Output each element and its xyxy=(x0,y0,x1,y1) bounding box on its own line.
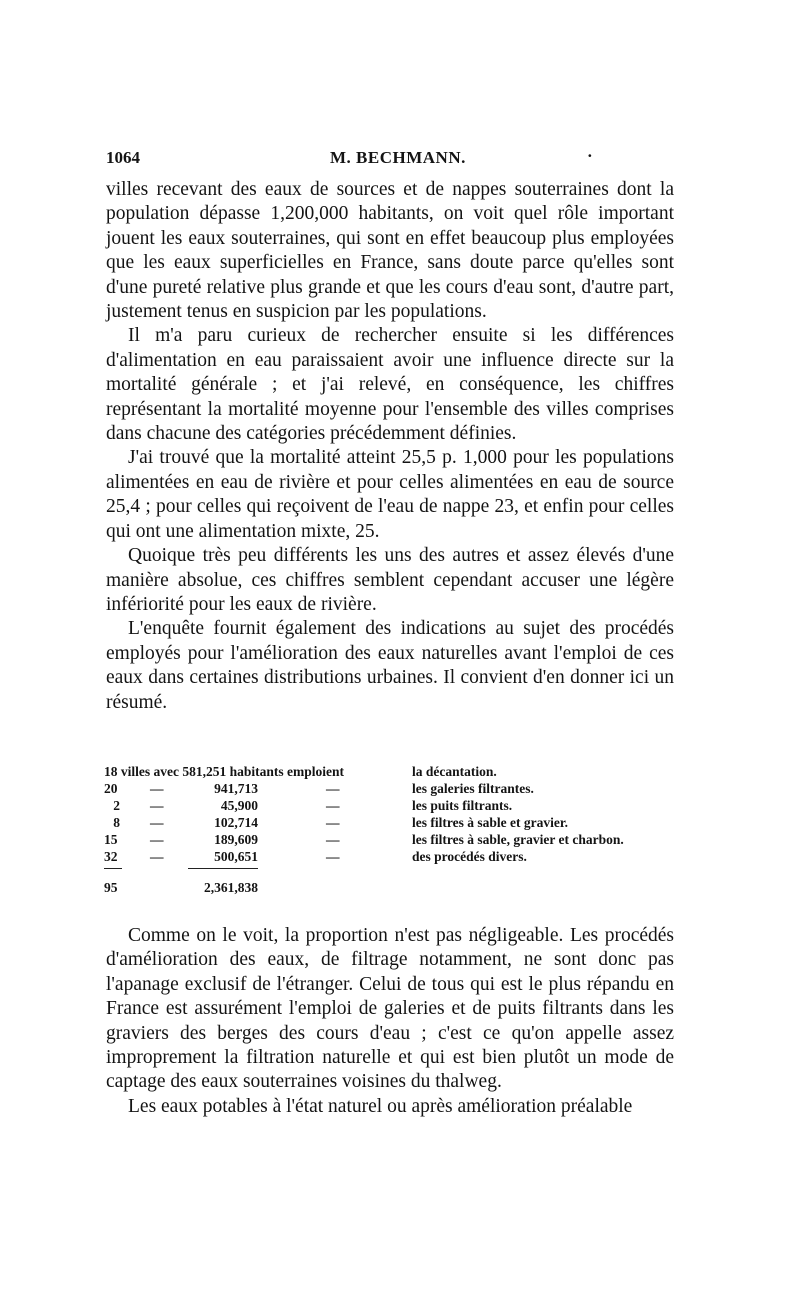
table-row xyxy=(104,849,684,866)
table-first-row-label: 18 villes avec 581,251 habitants emploient xyxy=(104,764,344,779)
running-head: M. BECHMANN. xyxy=(330,148,466,167)
table-habitants: 500,651 xyxy=(214,849,258,864)
table-villes: 8 xyxy=(113,815,120,830)
table-dash: — xyxy=(150,849,164,864)
table-procede: des procédés divers. xyxy=(412,849,527,864)
table-villes: 15 xyxy=(104,832,118,847)
table-villes: 2 xyxy=(113,798,120,813)
table-row xyxy=(104,764,684,781)
table-procede: les galeries filtrantes. xyxy=(412,781,534,796)
table-villes: 20 xyxy=(104,781,118,796)
table-dash: — xyxy=(150,832,164,847)
paragraph: J'ai trouvé que la mortalité atteint 25,5 p. 1,000 pour les populations alimentées en eau de rivière et pour celles alimentées en eau de source 25,4 ; pour celles qui reçoivent de l'eau de nappe 23, et enfin pour celles qui ont une alimentation mixte, 25. xyxy=(106,447,674,542)
table-row xyxy=(104,798,684,815)
paragraph: Comme on le voit, la proportion n'est pas négligeable. Les procédés d'amélioration des eaux, de filtrage notamment, ne sont donc pas l'apanage exclusif de l'étranger. Celui de tous qui est le plus répandu en France est assurément l'emploi de galeries et de puits filtrants dans les graviers des berges des cours d'eau ; c'est ce qu'on appelle assez improprement la filtration naturelle et qui est bien plutôt un mode de captage des eaux souterraines voisines du thalweg. xyxy=(106,925,674,1093)
total-rule xyxy=(104,868,122,869)
table-procede: la décantation. xyxy=(412,764,497,779)
page-number: 1064 xyxy=(106,148,140,167)
treatment-table xyxy=(104,764,684,866)
table-dash: — xyxy=(326,781,340,796)
table-procede: les filtres à sable, gravier et charbon. xyxy=(412,832,624,847)
total-rule xyxy=(188,868,258,869)
table-row xyxy=(104,781,684,798)
table-dash: — xyxy=(326,798,340,813)
table-procede: les puits filtrants. xyxy=(412,798,513,813)
table-dash: — xyxy=(326,815,340,830)
table-row xyxy=(104,815,684,832)
header-mark: · xyxy=(587,146,593,165)
body-text-bottom xyxy=(106,924,674,1119)
table-row xyxy=(104,832,684,849)
table-procede: les filtres à sable et gravier. xyxy=(412,815,568,830)
paragraph: Quoique très peu différents les uns des autres et assez élevés d'une manière absolue, ces chiffres semblent cependant accuser une légère infériorité pour les eaux de rivière. xyxy=(106,545,674,615)
paragraph: Les eaux potables à l'état naturel ou après amélioration préalable xyxy=(128,1095,633,1117)
table-dash: — xyxy=(150,798,164,813)
paragraph: Il m'a paru curieux de rechercher ensuite si les différences d'alimentation en eau paraissaient avoir une influence directe sur la mortalité générale ; et j'ai relevé, en conséquence, les chiffres représentant la mortalité moyenne pour l'ensemble des villes comprises dans chacune des catégories précédemment définies. xyxy=(106,325,674,445)
paragraph: L'enquête fournit également des indications au sujet des procédés employés pour l'amélioration des eaux naturelles avant l'emploi de ces eaux dans certaines distributions urbaines. Il convient d'en donner ici un résumé. xyxy=(106,618,674,713)
page-header xyxy=(106,148,676,172)
table-dash: — xyxy=(326,832,340,847)
table-habitants: 189,609 xyxy=(214,832,258,847)
table-dash: — xyxy=(150,781,164,796)
table-habitants: 102,714 xyxy=(214,815,258,830)
total-habitants: 2,361,838 xyxy=(204,880,258,895)
table-habitants: 45,900 xyxy=(220,798,258,813)
total-villes: 95 xyxy=(104,880,118,895)
table-villes: 32 xyxy=(104,849,118,864)
table-dash: — xyxy=(326,849,340,864)
table-habitants: 941,713 xyxy=(214,781,258,796)
table-dash: — xyxy=(150,815,164,830)
paragraph: villes recevant des eaux de sources et de nappes souterraines dont la population dépasse 1,200,000 habitants, on voit quel rôle important jouent les eaux souterraines, qui sont en effet beaucoup plus employées que les eaux superficielles en France, sans doute parce qu'elles sont d'une pureté relative plus grande et que les cours d'eau sont, d'autre part, justement tenus en suspicion par les populations. xyxy=(106,179,674,323)
body-text-top xyxy=(106,178,674,715)
